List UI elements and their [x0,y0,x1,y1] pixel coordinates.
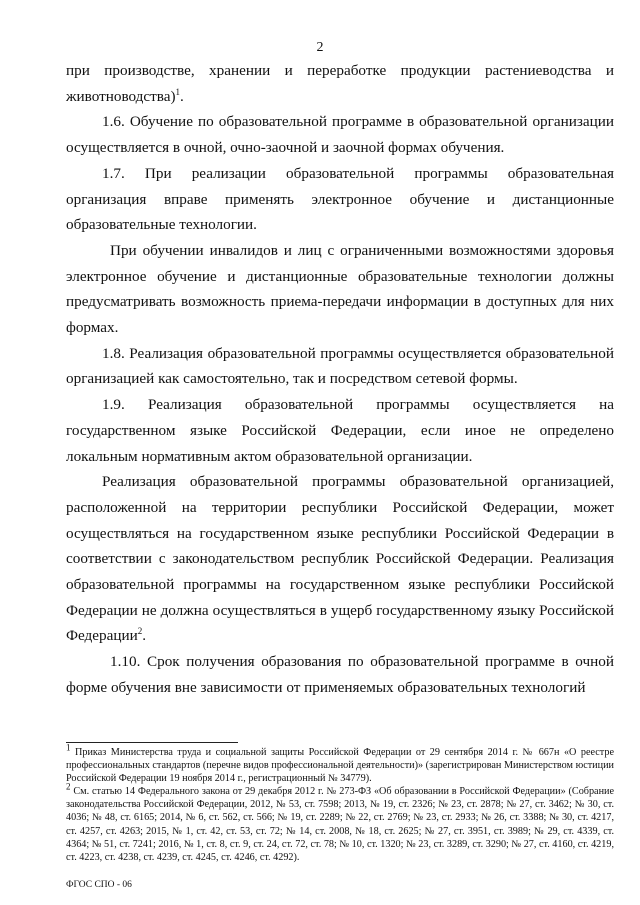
footnote-ref-2: 2 [137,626,143,637]
footnote-ref-1: 1 [175,86,181,97]
paragraph-text: Реализация образовательной программы образовательной организацией, расположенной на территории республики Российской Федерации, может осуществляться на государственном языке республики Российской Федерации в соответствии с законодательством республик Российской Федерации. Реализация образовательной программы на государственном языке республики Российской Федерации не должна осуществляться в ущерб государственному языку Российской Федерации [66,473,614,645]
footnote-text: См. статью 14 Федерального закона от 29 декабря 2012 г. № 273-ФЗ «Об образовании в Российской Федерации» (Собрание законодательства Российской Федерации, 2012, № 53, ст. 7598; 2013, № 19, ст. 2326; № 23, ст. 2878; № 27, ст. 3462; № 30, ст. 4036; № 48, ст. 6165; 2014, № 6, ст. 562, ст. 566; № 19, ст. 2289; № 22, ст. 2769; № 23, ст. 2933; № 26, ст. 3388; № 30, ст. 4217, ст. 4257, ст. 4263; 2015, № 1, ст. 42, ст. 53, ст. 72; № 14, ст. 2008, № 18, ст. 2625; № 27, ст. 3951, ст. 3989; № 29, ст. 4339, ст. 4364; № 51, ст. 7241; 2016, № 1, ст. 8, ст. 9, ст. 24, ст. 72, ст. 78; № 10, ст. 1320; № 23, ст. 3289, ст. 3290; № 27, ст. 4160, ст. 4219, ст. 4223, ст. 4238, ст. 4239, ст. 4245, ст. 4246, ст. 4292). [66,786,615,863]
footnote-mark: 2 [66,781,71,792]
paragraph-1-9: 1.9. Реализация образовательной программы осуществляется на государственном языке Российской Федерации, если иное не определено локальным нормативным актом образовательной организации. [66,396,614,465]
page-number: 2 [316,40,324,55]
document-body [66,58,614,701]
footnote-mark: 1 [66,742,71,753]
footnote-text: Приказ Министерства труда и социальной защиты Российской Федерации от 29 сентября 2014 г. № 667н «О реестре профессиональных стандартов (перечне видов профессиональной деятельности)» (зарегистрирован Министерством юстиции Российской Федерации 19 ноября 2014 г., регистрационный № 34779). [66,747,615,785]
footnote-separator [66,742,238,743]
footer-code: ФГОС СПО - 06 [66,880,132,890]
footnotes [66,742,615,864]
paragraph-text: при производстве, хранении и переработке продукции растениеводства и животноводства) [66,62,614,105]
paragraph-1-10: 1.10. Срок получения образования по образовательной программе в очной форме обучения вне зависимости от применяемых образовательных технологий [66,653,614,696]
paragraph-1-6: 1.6. Обучение по образовательной программе в образовательной организации осуществляется в очной, очно-заочной и заочной формах обучения. [66,113,614,157]
paragraph-disabilities: При обучении инвалидов и лиц с ограниченными возможностями здоровья электронное обучение и дистанционные образовательные технологии должны предусматривать возможность приема-передачи информации в доступных для них формах. [66,241,614,337]
paragraph-continuation: при производстве, хранении и переработке продукции растениеводства и животноводства)$^1$. [66,62,614,105]
footnote-2 [66,781,615,864]
paragraph-1-8: 1.8. Реализация образовательной программы осуществляется образовательной организацией как самостоятельно, так и посредством сетевой формы. [66,344,614,388]
footnote-1 [66,742,615,785]
paragraph-republic-language: Реализация образовательной программы образовательной организацией, расположенной на территории республики Российской Федерации, может осуществляться на государственном языке республики Российской Федерации в соответствии с законодательством республик Российской Федерации. Реализация образовательной программы на государственном языке республики Российской Федерации не должна осуществляться в ущерб государственному языку Российской Федерации$^2$. [66,473,614,645]
paragraph-1-7: 1.7. При реализации образовательной программы образовательная организация вправе применять электронное обучение и дистанционные образовательные технологии. [66,164,614,234]
